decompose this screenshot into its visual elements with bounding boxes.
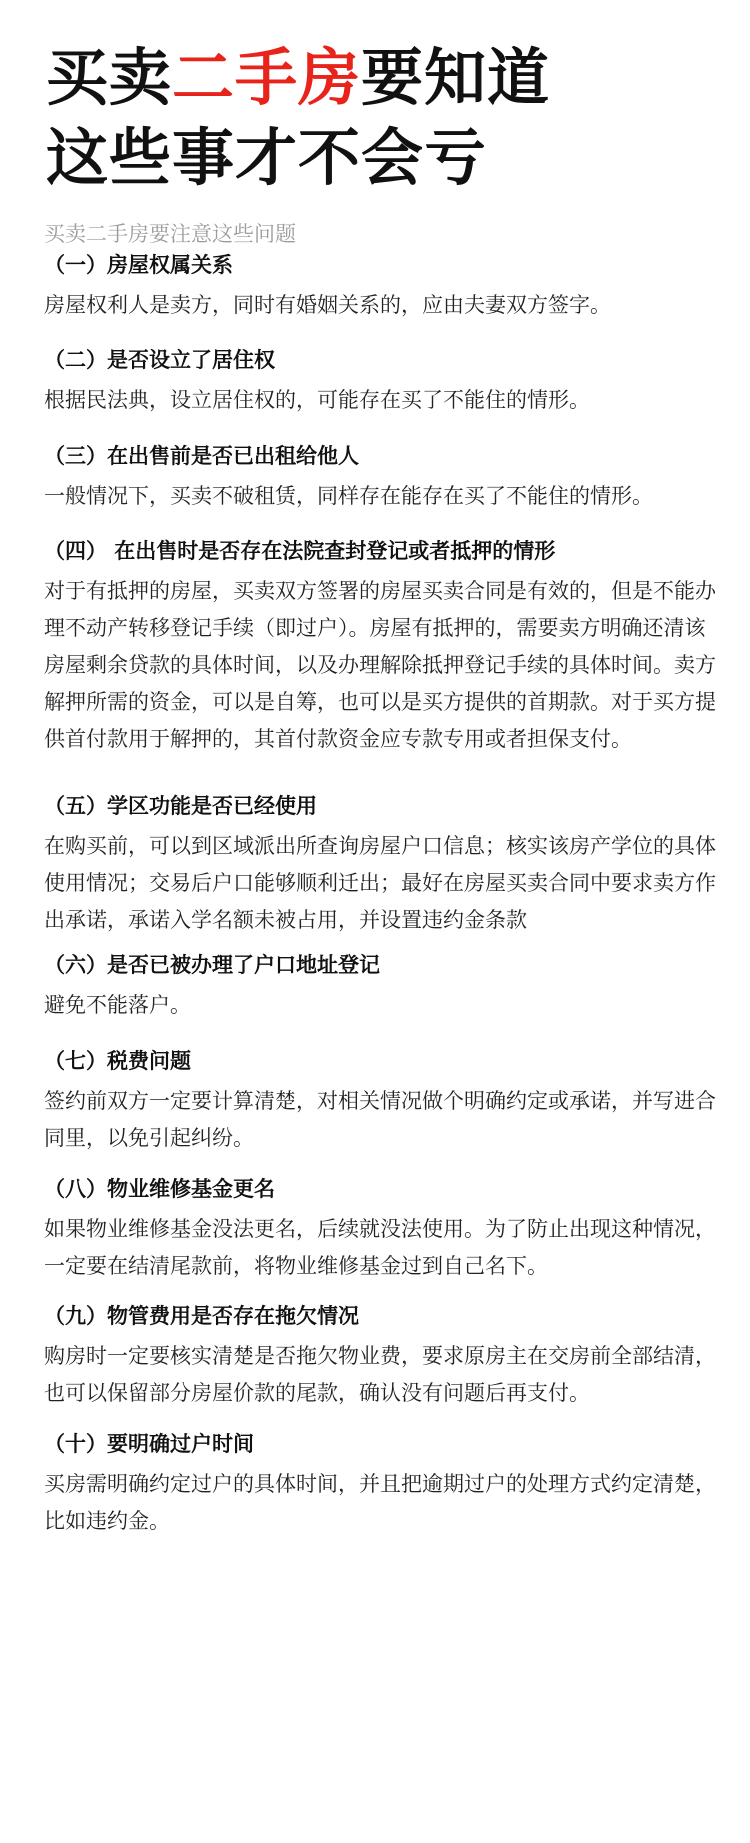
section-heading: （九）物管费用是否存在拖欠情况 [44,1304,359,1328]
section-heading: （三）在出售前是否已出租给他人 [44,444,359,468]
section-body: 在购买前，可以到区域派出所查询房屋户口信息；核实该房产学位的具体使用情况；交易后户口能够顺利迁出；最好在房屋买卖合同中要求卖方作出承诺，承诺入学名额未被占用，并设置违约金条款 [44,834,716,932]
section-3 [44,441,716,515]
title-line-1 [46,38,550,118]
title-line-2: 这些事才不会亏 [46,121,488,194]
section-2 [44,345,716,419]
section-10 [44,1429,716,1540]
section-4 [44,536,716,758]
section-body: 购房时一定要核实清楚是否拖欠物业费，要求原房主在交房前全部结清，也可以保留部分房屋价款的尾款，确认没有问题后再支付。 [44,1344,716,1405]
page-title [46,38,550,198]
section-heading: （五）学区功能是否已经使用 [44,794,317,818]
section-6 [44,950,716,1024]
title-suffix: 要知道 [361,41,551,114]
section-body: 如果物业维修基金没法更名，后续就没法使用。为了防止出现这种情况，一定要在结清尾款前，将物业维修基金过到自己名下。 [44,1217,716,1278]
section-heading: （七）税费问题 [44,1049,191,1073]
section-body: 避免不能落户。 [44,993,191,1017]
section-body: 买房需明确约定过户的具体时间，并且把逾期过户的处理方式约定清楚，比如违约金。 [44,1472,716,1533]
section-8 [44,1174,716,1285]
section-7 [44,1046,716,1157]
section-heading: （二）是否设立了居住权 [44,348,275,372]
section-9 [44,1301,716,1412]
section-heading: （八）物业维修基金更名 [44,1177,275,1201]
section-body: 签约前双方一定要计算清楚，对相关情况做个明确约定或承诺，并写进合同里，以免引起纠纷。 [44,1089,716,1150]
section-heading: （十）要明确过户时间 [44,1432,254,1456]
page-subtitle: 买卖二手房要注意这些问题 [44,222,296,246]
title-accent: 二手房 [172,41,362,114]
section-heading: （六）是否已被办理了户口地址登记 [44,953,380,977]
section-body: 一般情况下，买卖不破租赁，同样存在能存在买了不能住的情形。 [44,484,653,508]
section-body: 房屋权利人是卖方，同时有婚姻关系的，应由夫妻双方签字。 [44,293,611,317]
section-5 [44,791,716,939]
section-heading: （四） 在出售时是否存在法院查封登记或者抵押的情形 [44,539,556,563]
section-body: 对于有抵押的房屋，买卖双方签署的房屋买卖合同是有效的，但是不能办理不动产转移登记手续（即过户）。房屋有抵押的，需要卖方明确还清该房屋剩余贷款的具体时间，以及办理解除抵押登记手续的具体时间。卖方解押所需的资金，可以是自筹，也可以是买方提供的首期款。对于买方提供首付款用于解押的，其首付款资金应专款专用或者担保支付。 [44,579,716,751]
section-heading: （一）房屋权属关系 [44,253,233,277]
section-1 [44,250,716,324]
title-prefix: 买卖 [46,41,173,114]
section-body: 根据民法典，设立居住权的，可能存在买了不能住的情形。 [44,388,590,412]
